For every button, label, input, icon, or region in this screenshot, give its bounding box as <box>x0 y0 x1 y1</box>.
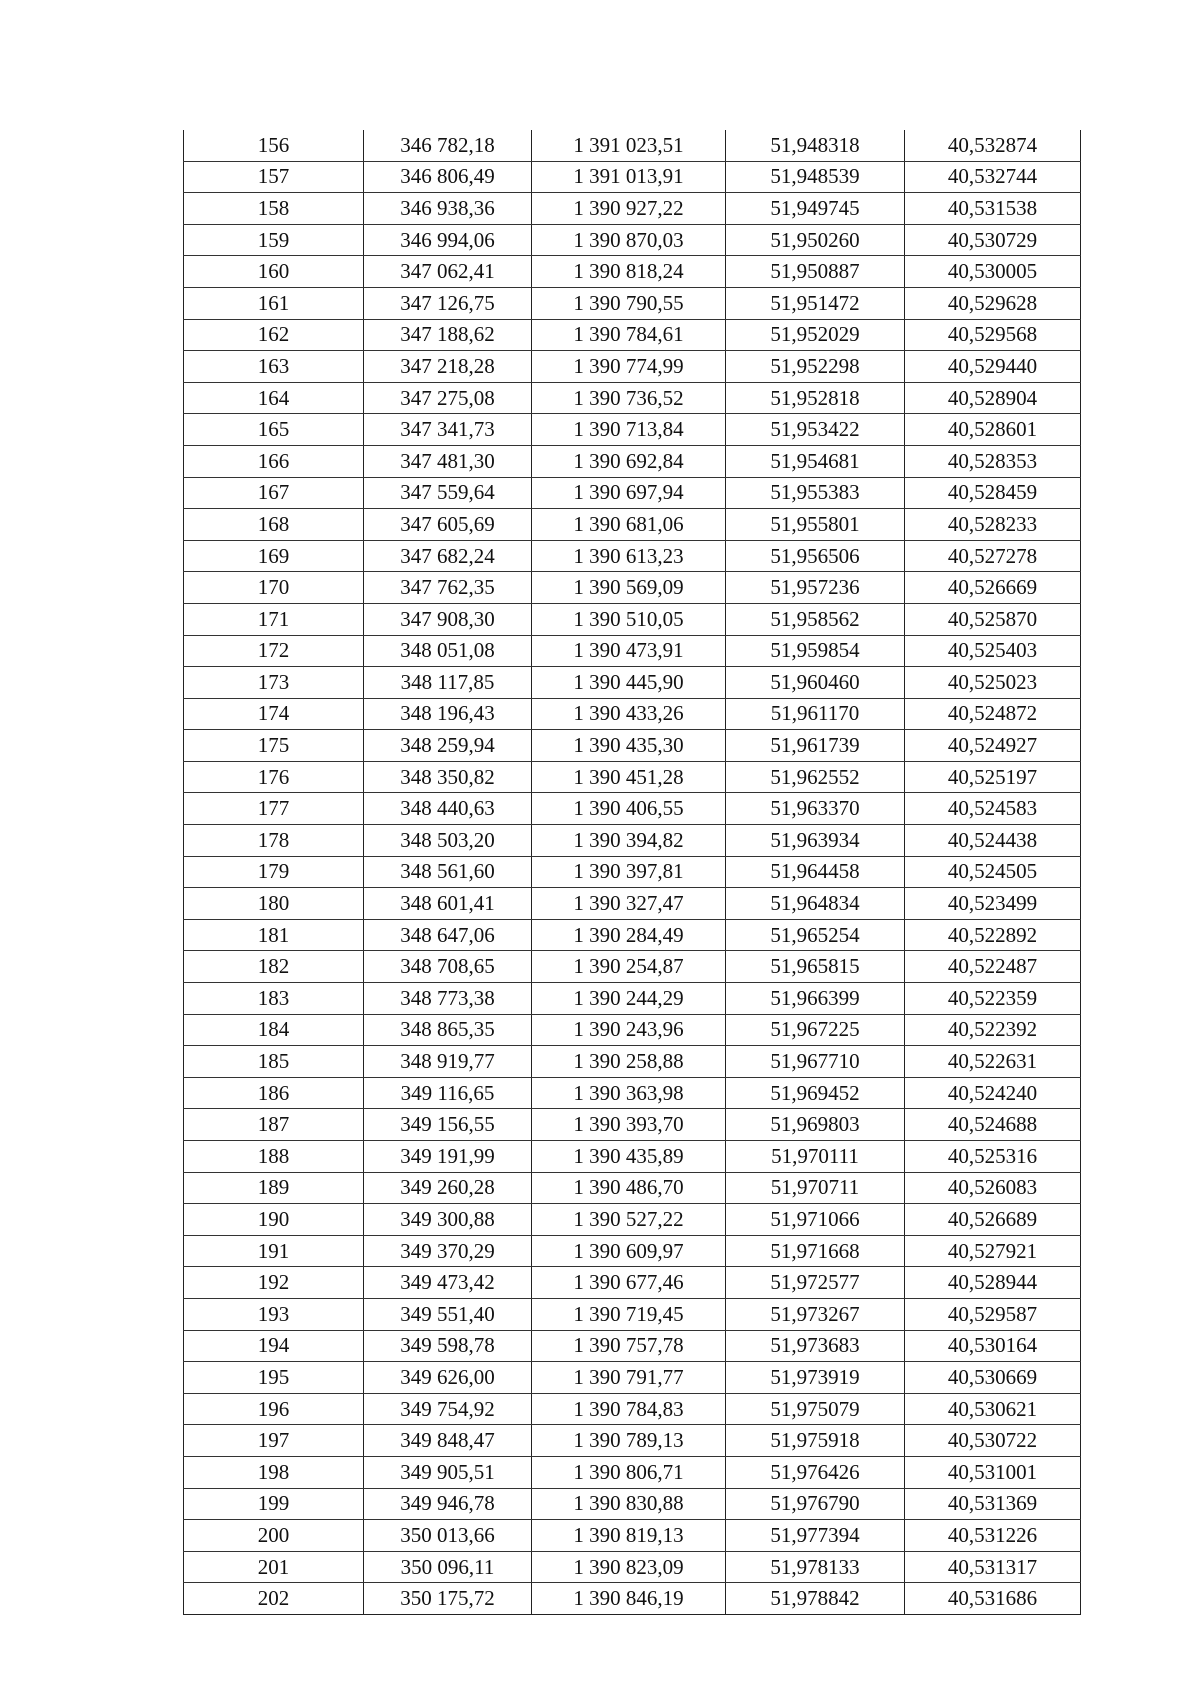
table-row <box>184 951 1081 983</box>
longitude-cell: 40,525316 <box>905 1141 1081 1173</box>
longitude-cell: 40,525023 <box>905 667 1081 699</box>
longitude-cell: 40,524505 <box>905 856 1081 888</box>
x-coordinate-cell: 347 341,73 <box>364 414 532 446</box>
longitude-cell: 40,527921 <box>905 1235 1081 1267</box>
table-row <box>184 224 1081 256</box>
table-row <box>184 1425 1081 1457</box>
x-coordinate-cell: 347 481,30 <box>364 445 532 477</box>
x-coordinate-cell: 349 905,51 <box>364 1456 532 1488</box>
y-coordinate-cell: 1 390 681,06 <box>532 509 726 541</box>
latitude-cell: 51,956506 <box>726 540 905 572</box>
latitude-cell: 51,978133 <box>726 1551 905 1583</box>
table-row <box>184 382 1081 414</box>
table-row <box>184 1014 1081 1046</box>
point-number-cell: 185 <box>184 1046 364 1078</box>
x-coordinate-cell: 348 117,85 <box>364 667 532 699</box>
table-row <box>184 1172 1081 1204</box>
y-coordinate-cell: 1 390 818,24 <box>532 256 726 288</box>
x-coordinate-cell: 349 156,55 <box>364 1109 532 1141</box>
y-coordinate-cell: 1 390 791,77 <box>532 1362 726 1394</box>
table-row <box>184 856 1081 888</box>
y-coordinate-cell: 1 390 757,78 <box>532 1330 726 1362</box>
y-coordinate-cell: 1 390 719,45 <box>532 1298 726 1330</box>
x-coordinate-cell: 348 647,06 <box>364 919 532 951</box>
table-row <box>184 1583 1081 1615</box>
y-coordinate-cell: 1 390 244,29 <box>532 983 726 1015</box>
y-coordinate-cell: 1 390 445,90 <box>532 667 726 699</box>
point-number-cell: 181 <box>184 919 364 951</box>
point-number-cell: 159 <box>184 224 364 256</box>
longitude-cell: 40,531538 <box>905 193 1081 225</box>
longitude-cell: 40,530005 <box>905 256 1081 288</box>
point-number-cell: 197 <box>184 1425 364 1457</box>
x-coordinate-cell: 349 754,92 <box>364 1393 532 1425</box>
longitude-cell: 40,523499 <box>905 888 1081 920</box>
longitude-cell: 40,522359 <box>905 983 1081 1015</box>
longitude-cell: 40,526083 <box>905 1172 1081 1204</box>
coordinates-table <box>183 130 1081 1615</box>
x-coordinate-cell: 348 196,43 <box>364 698 532 730</box>
y-coordinate-cell: 1 390 613,23 <box>532 540 726 572</box>
point-number-cell: 168 <box>184 509 364 541</box>
latitude-cell: 51,950260 <box>726 224 905 256</box>
point-number-cell: 171 <box>184 603 364 635</box>
point-number-cell: 190 <box>184 1204 364 1236</box>
x-coordinate-cell: 348 503,20 <box>364 825 532 857</box>
point-number-cell: 202 <box>184 1583 364 1615</box>
x-coordinate-cell: 347 762,35 <box>364 572 532 604</box>
longitude-cell: 40,528459 <box>905 477 1081 509</box>
x-coordinate-cell: 349 598,78 <box>364 1330 532 1362</box>
table-row <box>184 414 1081 446</box>
x-coordinate-cell: 350 013,66 <box>364 1520 532 1552</box>
y-coordinate-cell: 1 390 284,49 <box>532 919 726 951</box>
x-coordinate-cell: 347 188,62 <box>364 319 532 351</box>
latitude-cell: 51,967225 <box>726 1014 905 1046</box>
latitude-cell: 51,950887 <box>726 256 905 288</box>
table-row <box>184 698 1081 730</box>
point-number-cell: 186 <box>184 1077 364 1109</box>
table-row <box>184 445 1081 477</box>
latitude-cell: 51,955801 <box>726 509 905 541</box>
point-number-cell: 182 <box>184 951 364 983</box>
latitude-cell: 51,948318 <box>726 130 905 161</box>
point-number-cell: 179 <box>184 856 364 888</box>
y-coordinate-cell: 1 390 736,52 <box>532 382 726 414</box>
longitude-cell: 40,525403 <box>905 635 1081 667</box>
longitude-cell: 40,532874 <box>905 130 1081 161</box>
longitude-cell: 40,529587 <box>905 1298 1081 1330</box>
longitude-cell: 40,528944 <box>905 1267 1081 1299</box>
point-number-cell: 187 <box>184 1109 364 1141</box>
point-number-cell: 184 <box>184 1014 364 1046</box>
longitude-cell: 40,526669 <box>905 572 1081 604</box>
y-coordinate-cell: 1 390 473,91 <box>532 635 726 667</box>
point-number-cell: 177 <box>184 793 364 825</box>
point-number-cell: 169 <box>184 540 364 572</box>
x-coordinate-cell: 348 601,41 <box>364 888 532 920</box>
x-coordinate-cell: 346 782,18 <box>364 130 532 161</box>
longitude-cell: 40,522392 <box>905 1014 1081 1046</box>
y-coordinate-cell: 1 390 510,05 <box>532 603 726 635</box>
longitude-cell: 40,524583 <box>905 793 1081 825</box>
point-number-cell: 188 <box>184 1141 364 1173</box>
table-row <box>184 477 1081 509</box>
point-number-cell: 164 <box>184 382 364 414</box>
point-number-cell: 198 <box>184 1456 364 1488</box>
table-row <box>184 825 1081 857</box>
x-coordinate-cell: 350 096,11 <box>364 1551 532 1583</box>
y-coordinate-cell: 1 390 927,22 <box>532 193 726 225</box>
latitude-cell: 51,957236 <box>726 572 905 604</box>
y-coordinate-cell: 1 390 790,55 <box>532 287 726 319</box>
x-coordinate-cell: 348 773,38 <box>364 983 532 1015</box>
longitude-cell: 40,528233 <box>905 509 1081 541</box>
latitude-cell: 51,973919 <box>726 1362 905 1394</box>
point-number-cell: 165 <box>184 414 364 446</box>
y-coordinate-cell: 1 390 394,82 <box>532 825 726 857</box>
point-number-cell: 163 <box>184 351 364 383</box>
table-row <box>184 319 1081 351</box>
table-row <box>184 1109 1081 1141</box>
point-number-cell: 156 <box>184 130 364 161</box>
y-coordinate-cell: 1 390 569,09 <box>532 572 726 604</box>
longitude-cell: 40,531001 <box>905 1456 1081 1488</box>
y-coordinate-cell: 1 390 870,03 <box>532 224 726 256</box>
x-coordinate-cell: 348 440,63 <box>364 793 532 825</box>
x-coordinate-cell: 349 551,40 <box>364 1298 532 1330</box>
latitude-cell: 51,971668 <box>726 1235 905 1267</box>
latitude-cell: 51,948539 <box>726 161 905 193</box>
latitude-cell: 51,971066 <box>726 1204 905 1236</box>
longitude-cell: 40,529628 <box>905 287 1081 319</box>
longitude-cell: 40,522892 <box>905 919 1081 951</box>
point-number-cell: 180 <box>184 888 364 920</box>
x-coordinate-cell: 349 370,29 <box>364 1235 532 1267</box>
latitude-cell: 51,964458 <box>726 856 905 888</box>
point-number-cell: 172 <box>184 635 364 667</box>
table-row <box>184 1551 1081 1583</box>
point-number-cell: 158 <box>184 193 364 225</box>
latitude-cell: 51,962552 <box>726 761 905 793</box>
y-coordinate-cell: 1 390 527,22 <box>532 1204 726 1236</box>
latitude-cell: 51,973683 <box>726 1330 905 1362</box>
y-coordinate-cell: 1 390 713,84 <box>532 414 726 446</box>
point-number-cell: 167 <box>184 477 364 509</box>
point-number-cell: 157 <box>184 161 364 193</box>
longitude-cell: 40,530164 <box>905 1330 1081 1362</box>
x-coordinate-cell: 349 191,99 <box>364 1141 532 1173</box>
longitude-cell: 40,532744 <box>905 161 1081 193</box>
y-coordinate-cell: 1 390 486,70 <box>532 1172 726 1204</box>
table-row <box>184 888 1081 920</box>
x-coordinate-cell: 348 561,60 <box>364 856 532 888</box>
table-row <box>184 983 1081 1015</box>
point-number-cell: 170 <box>184 572 364 604</box>
y-coordinate-cell: 1 390 784,61 <box>532 319 726 351</box>
table-row <box>184 193 1081 225</box>
latitude-cell: 51,960460 <box>726 667 905 699</box>
table-row <box>184 1204 1081 1236</box>
y-coordinate-cell: 1 390 823,09 <box>532 1551 726 1583</box>
latitude-cell: 51,961739 <box>726 730 905 762</box>
longitude-cell: 40,524872 <box>905 698 1081 730</box>
table-row <box>184 635 1081 667</box>
latitude-cell: 51,954681 <box>726 445 905 477</box>
x-coordinate-cell: 348 350,82 <box>364 761 532 793</box>
latitude-cell: 51,972577 <box>726 1267 905 1299</box>
latitude-cell: 51,961170 <box>726 698 905 730</box>
y-coordinate-cell: 1 390 433,26 <box>532 698 726 730</box>
table-row <box>184 1330 1081 1362</box>
point-number-cell: 175 <box>184 730 364 762</box>
y-coordinate-cell: 1 390 393,70 <box>532 1109 726 1141</box>
latitude-cell: 51,963934 <box>726 825 905 857</box>
longitude-cell: 40,528904 <box>905 382 1081 414</box>
latitude-cell: 51,955383 <box>726 477 905 509</box>
x-coordinate-cell: 347 218,28 <box>364 351 532 383</box>
table-row <box>184 351 1081 383</box>
x-coordinate-cell: 347 605,69 <box>364 509 532 541</box>
table-row <box>184 1141 1081 1173</box>
longitude-cell: 40,524927 <box>905 730 1081 762</box>
y-coordinate-cell: 1 390 819,13 <box>532 1520 726 1552</box>
y-coordinate-cell: 1 390 406,55 <box>532 793 726 825</box>
latitude-cell: 51,965254 <box>726 919 905 951</box>
latitude-cell: 51,970711 <box>726 1172 905 1204</box>
latitude-cell: 51,967710 <box>726 1046 905 1078</box>
longitude-cell: 40,531369 <box>905 1488 1081 1520</box>
table-row <box>184 509 1081 541</box>
longitude-cell: 40,530621 <box>905 1393 1081 1425</box>
table-row <box>184 130 1081 161</box>
longitude-cell: 40,531226 <box>905 1520 1081 1552</box>
y-coordinate-cell: 1 390 327,47 <box>532 888 726 920</box>
longitude-cell: 40,529568 <box>905 319 1081 351</box>
x-coordinate-cell: 348 259,94 <box>364 730 532 762</box>
x-coordinate-cell: 348 865,35 <box>364 1014 532 1046</box>
x-coordinate-cell: 346 806,49 <box>364 161 532 193</box>
table-row <box>184 161 1081 193</box>
table-row <box>184 1456 1081 1488</box>
table-row <box>184 1235 1081 1267</box>
point-number-cell: 193 <box>184 1298 364 1330</box>
table-row <box>184 730 1081 762</box>
latitude-cell: 51,959854 <box>726 635 905 667</box>
table-row <box>184 256 1081 288</box>
y-coordinate-cell: 1 391 023,51 <box>532 130 726 161</box>
point-number-cell: 176 <box>184 761 364 793</box>
y-coordinate-cell: 1 390 254,87 <box>532 951 726 983</box>
y-coordinate-cell: 1 390 243,96 <box>532 1014 726 1046</box>
x-coordinate-cell: 347 062,41 <box>364 256 532 288</box>
y-coordinate-cell: 1 390 806,71 <box>532 1456 726 1488</box>
y-coordinate-cell: 1 390 789,13 <box>532 1425 726 1457</box>
latitude-cell: 51,963370 <box>726 793 905 825</box>
x-coordinate-cell: 347 275,08 <box>364 382 532 414</box>
x-coordinate-cell: 349 848,47 <box>364 1425 532 1457</box>
latitude-cell: 51,953422 <box>726 414 905 446</box>
point-number-cell: 161 <box>184 287 364 319</box>
latitude-cell: 51,952298 <box>726 351 905 383</box>
y-coordinate-cell: 1 390 435,89 <box>532 1141 726 1173</box>
point-number-cell: 174 <box>184 698 364 730</box>
x-coordinate-cell: 346 994,06 <box>364 224 532 256</box>
y-coordinate-cell: 1 390 774,99 <box>532 351 726 383</box>
y-coordinate-cell: 1 390 609,97 <box>532 1235 726 1267</box>
x-coordinate-cell: 349 260,28 <box>364 1172 532 1204</box>
x-coordinate-cell: 346 938,36 <box>364 193 532 225</box>
y-coordinate-cell: 1 390 397,81 <box>532 856 726 888</box>
point-number-cell: 183 <box>184 983 364 1015</box>
table-row <box>184 919 1081 951</box>
latitude-cell: 51,966399 <box>726 983 905 1015</box>
point-number-cell: 166 <box>184 445 364 477</box>
point-number-cell: 195 <box>184 1362 364 1394</box>
x-coordinate-cell: 349 300,88 <box>364 1204 532 1236</box>
latitude-cell: 51,978842 <box>726 1583 905 1615</box>
y-coordinate-cell: 1 390 258,88 <box>532 1046 726 1078</box>
y-coordinate-cell: 1 390 451,28 <box>532 761 726 793</box>
longitude-cell: 40,527278 <box>905 540 1081 572</box>
point-number-cell: 200 <box>184 1520 364 1552</box>
point-number-cell: 199 <box>184 1488 364 1520</box>
longitude-cell: 40,528353 <box>905 445 1081 477</box>
x-coordinate-cell: 348 708,65 <box>364 951 532 983</box>
x-coordinate-cell: 348 919,77 <box>364 1046 532 1078</box>
latitude-cell: 51,969452 <box>726 1077 905 1109</box>
longitude-cell: 40,530669 <box>905 1362 1081 1394</box>
longitude-cell: 40,528601 <box>905 414 1081 446</box>
y-coordinate-cell: 1 390 830,88 <box>532 1488 726 1520</box>
table-row <box>184 1046 1081 1078</box>
latitude-cell: 51,965815 <box>726 951 905 983</box>
y-coordinate-cell: 1 390 784,83 <box>532 1393 726 1425</box>
latitude-cell: 51,970111 <box>726 1141 905 1173</box>
y-coordinate-cell: 1 390 677,46 <box>532 1267 726 1299</box>
longitude-cell: 40,524688 <box>905 1109 1081 1141</box>
longitude-cell: 40,531686 <box>905 1583 1081 1615</box>
point-number-cell: 173 <box>184 667 364 699</box>
table-row <box>184 1267 1081 1299</box>
longitude-cell: 40,525197 <box>905 761 1081 793</box>
y-coordinate-cell: 1 390 363,98 <box>532 1077 726 1109</box>
longitude-cell: 40,524438 <box>905 825 1081 857</box>
longitude-cell: 40,531317 <box>905 1551 1081 1583</box>
longitude-cell: 40,530729 <box>905 224 1081 256</box>
longitude-cell: 40,530722 <box>905 1425 1081 1457</box>
latitude-cell: 51,973267 <box>726 1298 905 1330</box>
table-row <box>184 1298 1081 1330</box>
longitude-cell: 40,522631 <box>905 1046 1081 1078</box>
longitude-cell: 40,526689 <box>905 1204 1081 1236</box>
latitude-cell: 51,958562 <box>726 603 905 635</box>
x-coordinate-cell: 349 116,65 <box>364 1077 532 1109</box>
coordinates-table-body <box>184 130 1081 1614</box>
point-number-cell: 162 <box>184 319 364 351</box>
latitude-cell: 51,969803 <box>726 1109 905 1141</box>
table-row <box>184 1520 1081 1552</box>
table-row <box>184 603 1081 635</box>
x-coordinate-cell: 349 626,00 <box>364 1362 532 1394</box>
point-number-cell: 191 <box>184 1235 364 1267</box>
point-number-cell: 194 <box>184 1330 364 1362</box>
latitude-cell: 51,952029 <box>726 319 905 351</box>
x-coordinate-cell: 348 051,08 <box>364 635 532 667</box>
longitude-cell: 40,529440 <box>905 351 1081 383</box>
table-row <box>184 572 1081 604</box>
x-coordinate-cell: 347 126,75 <box>364 287 532 319</box>
latitude-cell: 51,964834 <box>726 888 905 920</box>
y-coordinate-cell: 1 390 697,94 <box>532 477 726 509</box>
table-row <box>184 1488 1081 1520</box>
table-row <box>184 1077 1081 1109</box>
table-row <box>184 793 1081 825</box>
x-coordinate-cell: 347 559,64 <box>364 477 532 509</box>
latitude-cell: 51,951472 <box>726 287 905 319</box>
x-coordinate-cell: 347 908,30 <box>364 603 532 635</box>
latitude-cell: 51,952818 <box>726 382 905 414</box>
table-row <box>184 761 1081 793</box>
point-number-cell: 192 <box>184 1267 364 1299</box>
latitude-cell: 51,977394 <box>726 1520 905 1552</box>
point-number-cell: 160 <box>184 256 364 288</box>
longitude-cell: 40,524240 <box>905 1077 1081 1109</box>
latitude-cell: 51,976426 <box>726 1456 905 1488</box>
point-number-cell: 189 <box>184 1172 364 1204</box>
point-number-cell: 201 <box>184 1551 364 1583</box>
x-coordinate-cell: 347 682,24 <box>364 540 532 572</box>
x-coordinate-cell: 350 175,72 <box>364 1583 532 1615</box>
table-row <box>184 540 1081 572</box>
point-number-cell: 178 <box>184 825 364 857</box>
table-row <box>184 1393 1081 1425</box>
latitude-cell: 51,975918 <box>726 1425 905 1457</box>
latitude-cell: 51,976790 <box>726 1488 905 1520</box>
point-number-cell: 196 <box>184 1393 364 1425</box>
latitude-cell: 51,949745 <box>726 193 905 225</box>
table-row <box>184 667 1081 699</box>
y-coordinate-cell: 1 390 692,84 <box>532 445 726 477</box>
x-coordinate-cell: 349 946,78 <box>364 1488 532 1520</box>
table-row <box>184 1362 1081 1394</box>
latitude-cell: 51,975079 <box>726 1393 905 1425</box>
y-coordinate-cell: 1 391 013,91 <box>532 161 726 193</box>
y-coordinate-cell: 1 390 846,19 <box>532 1583 726 1615</box>
longitude-cell: 40,522487 <box>905 951 1081 983</box>
y-coordinate-cell: 1 390 435,30 <box>532 730 726 762</box>
table-row <box>184 287 1081 319</box>
longitude-cell: 40,525870 <box>905 603 1081 635</box>
x-coordinate-cell: 349 473,42 <box>364 1267 532 1299</box>
